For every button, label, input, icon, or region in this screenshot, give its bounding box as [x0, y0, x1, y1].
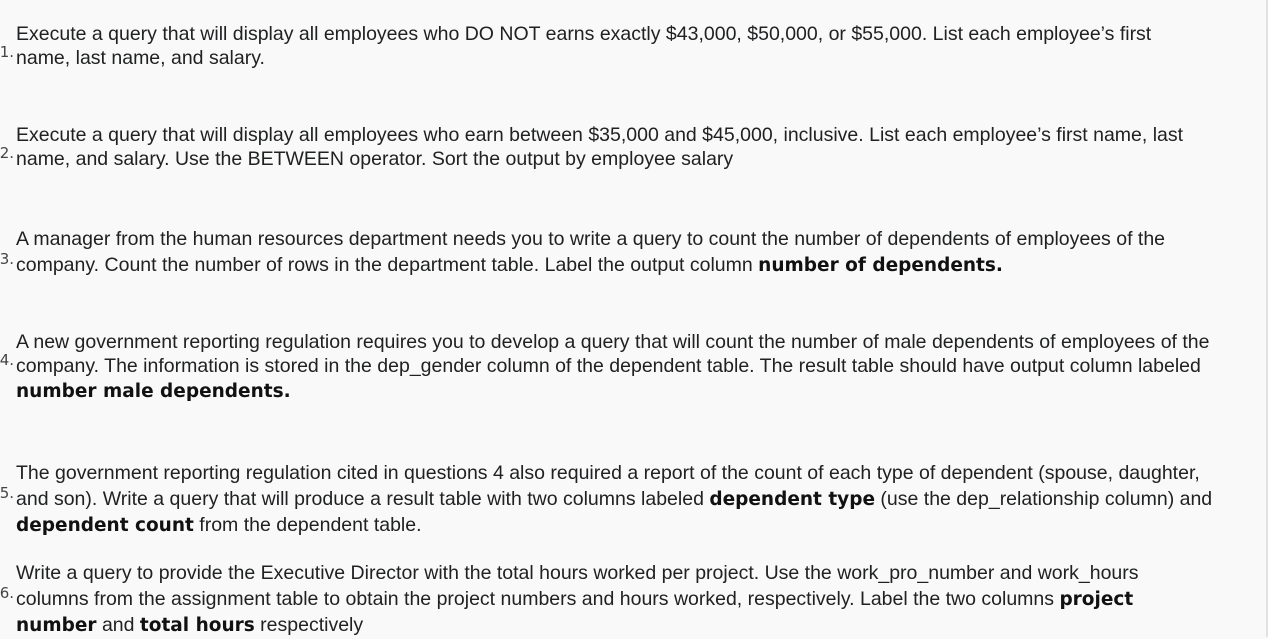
- question-3-line-2: [0, 252, 1262, 278]
- question-1-line-1: 1. Execute a query that will display all employees who DO NOT earns exactly $43,000, $50,000, or $55,000. List each employee’s first: [0, 23, 1152, 61]
- question-6-bold-number: number: [16, 615, 97, 636]
- question-5-text-2a: and son). Write a query that will produce a result table with two columns labeled: [16, 488, 710, 510]
- question-4-text-2: company. The information is stored in the dep_gender column of the dependent table. The result table should have output column labeled: [16, 354, 1201, 377]
- question-2: [0, 124, 1262, 171]
- question-3-text-1: A manager from the human resources department needs you to write a query to count the number of dependents of employees of the: [16, 228, 1166, 250]
- question-4-bold-label: number male dependents.: [16, 381, 291, 402]
- question-4: [0, 331, 1262, 404]
- question-6-line-1: 6. Write a query to provide the Executive Director with the total hours worked per project. Use the work_pro_number and work_hours: [0, 562, 1139, 602]
- question-1-text-2: name, last name, and salary.: [16, 46, 265, 69]
- question-4-line-2: [0, 355, 1262, 379]
- question-5-bold-dependent-type: dependent type: [709, 489, 876, 510]
- question-4-text-1: A new government reporting regulation requires you to develop a query that will count the number of male dependents of employees of the: [16, 331, 1210, 353]
- question-6-bold-project: project: [1059, 589, 1134, 610]
- question-5-line-3: [0, 512, 1262, 538]
- question-5-line-1: 5. The government reporting regulation cited in questions 4 also required a report of the count of each type of dependent (spouse, daughter,: [0, 462, 1200, 502]
- question-6-text-1: Write a query to provide the Executive Director with the total hours worked per project. Use the work_pro_number and work_hours: [16, 562, 1139, 584]
- question-3-bold-label: number of dependents.: [758, 255, 1003, 276]
- question-2-line-1: 2. Execute a query that will display all employees who earn between $35,000 and $45,000, inclusive. List each employee’s first name, last: [0, 124, 1184, 162]
- question-6-line-3: [0, 612, 1262, 638]
- question-3: [0, 226, 1262, 278]
- question-5-bold-dependent-count: dependent count: [16, 515, 194, 536]
- question-6-text-2: columns from the assignment table to obtain the project numbers and hours worked, respectively. Label the two columns: [16, 588, 1060, 610]
- question-2-text-1: Execute a query that will display all employees who earn between $35,000 and $45,000, inclusive. List each employee’s first name, last: [16, 124, 1184, 146]
- question-5: [0, 460, 1262, 538]
- question-2-line-2: [0, 148, 1262, 172]
- question-6-text-and: and: [96, 614, 140, 636]
- question-3-line-1: 3. A manager from the human resources department needs you to write a query to count the number of dependents of employees of the: [0, 228, 1166, 268]
- question-1-line-2: [0, 47, 1262, 71]
- question-2-text-2: name, and salary. Use the BETWEEN operator. Sort the output by employee salary: [16, 147, 734, 170]
- question-6: [0, 560, 1262, 638]
- question-6-line-2: [0, 586, 1262, 612]
- question-4-line-3: [0, 378, 1262, 404]
- question-3-text-2: company. Count the number of rows in the department table. Label the output column: [16, 254, 759, 276]
- question-1: [0, 23, 1262, 70]
- question-6-text-3: respectively: [254, 614, 364, 636]
- question-5-line-2: [0, 486, 1262, 512]
- question-5-text-3: from the dependent table.: [193, 514, 422, 536]
- question-5-text-2b: (use the dep_relationship column) and: [875, 488, 1213, 510]
- question-6-bold-total-hours: total hours: [139, 615, 255, 636]
- question-5-text-1: The government reporting regulation cited in questions 4 also required a report of the count of each type of dependent (spouse, daughter,: [16, 462, 1200, 484]
- question-4-line-1: 4. A new government reporting regulation requires you to develop a query that will count the number of male dependents of employees of the: [0, 331, 1210, 369]
- question-1-text-1: Execute a query that will display all employees who DO NOT earns exactly $43,000, $50,000, or $55,000. List each employee’s first: [16, 23, 1152, 45]
